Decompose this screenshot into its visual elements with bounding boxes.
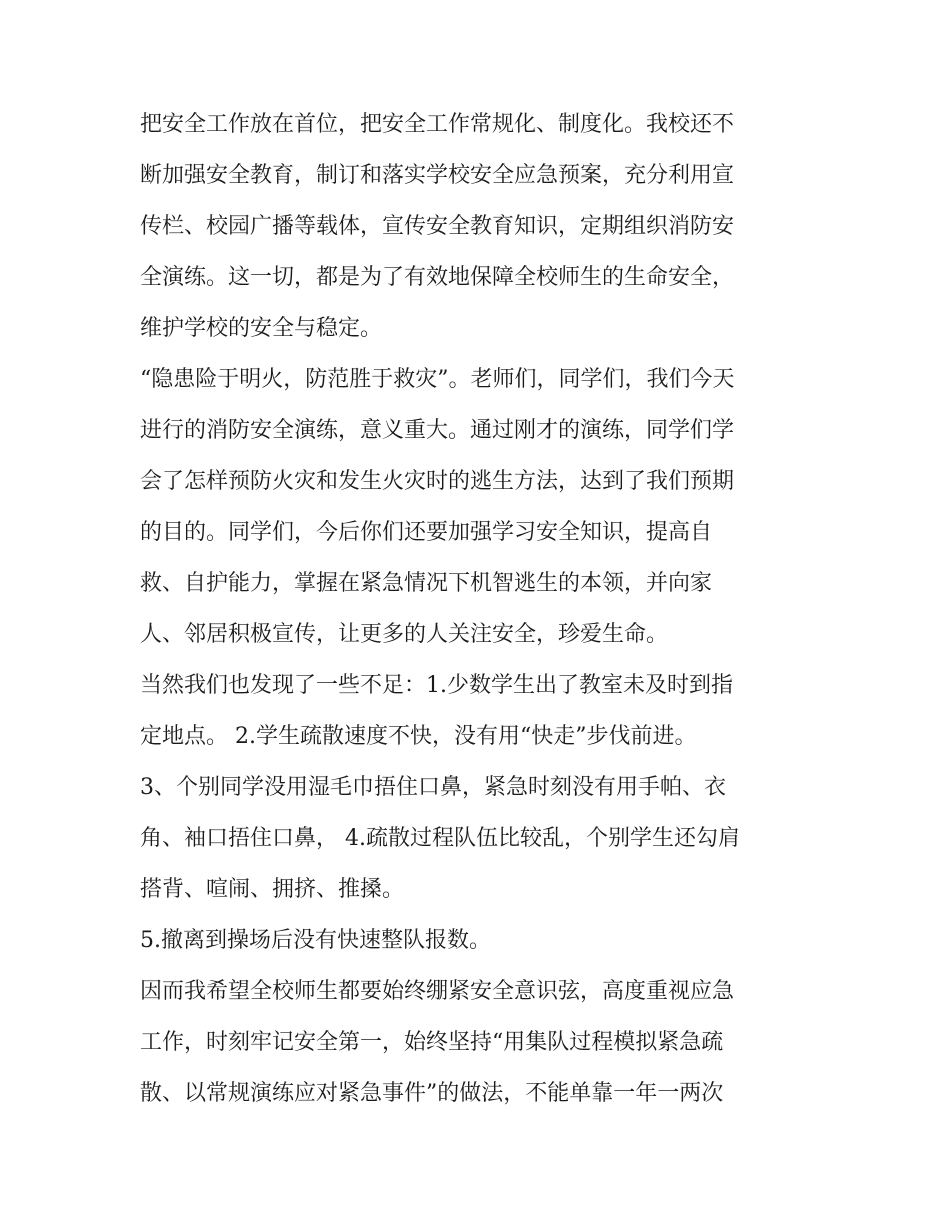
text-line: 救、自护能力，掌握在紧急情况下机智逃生的本领，并向家: [140, 571, 713, 596]
text-line: 因而我希望全校师生都要始终绷紧安全意识弦，高度重视应急: [140, 979, 735, 1004]
text-line: 维护学校的安全与稳定。: [140, 316, 383, 341]
text-line: 传栏、校园广播等载体，宣传安全教育知识，定期组织消防安: [140, 214, 735, 239]
text-line: 当然我们也发现了一些不足：1.少数学生出了教室未及时到指: [140, 673, 733, 698]
text-line: 人、邻居积极宣传，让更多的人关注安全，珍爱生命。: [140, 622, 669, 647]
text-line: 3、个别同学没用湿毛巾捂住口鼻，紧急时刻没有用手帕、衣: [140, 775, 726, 800]
text-line: 5.撤离到操场后没有快速整队报数。: [140, 928, 491, 953]
text-line: 把安全工作放在首位，把安全工作常规化、制度化。我校还不: [140, 112, 735, 137]
text-line: 断加强安全教育，制订和落实学校安全应急预案，充分利用宣: [140, 163, 735, 188]
text-line: 会了怎样预防火灾和发生火灾时的逃生方法，达到了我们预期: [140, 469, 735, 494]
text-line: 进行的消防安全演练，意义重大。通过刚才的演练，同学们学: [140, 418, 735, 443]
text-line: 全演练。这一切，都是为了有效地保障全校师生的生命安全，: [140, 265, 735, 290]
text-line: “隐患险于明火，防范胜于救灾”。老师们，同学们，我们今天: [140, 367, 735, 392]
text-line: 角、袖口捂住口鼻， 4.疏散过程队伍比较乱，个别学生还勾肩: [140, 826, 740, 851]
text-line: 的目的。同学们，今后你们还要加强学习安全知识，提高自: [140, 520, 713, 545]
text-line: 定地点。 2.学生疏散速度不快，没有用“快走”步伐前进。: [140, 724, 697, 749]
text-line: 工作，时刻牢记安全第一，始终坚持“用集队过程模拟紧急疏: [140, 1030, 724, 1055]
text-line: 散、以常规演练应对紧急事件”的做法，不能单靠一年一两次: [140, 1081, 724, 1106]
text-line: 搭背、喧闹、拥挤、推搡。: [140, 877, 405, 902]
